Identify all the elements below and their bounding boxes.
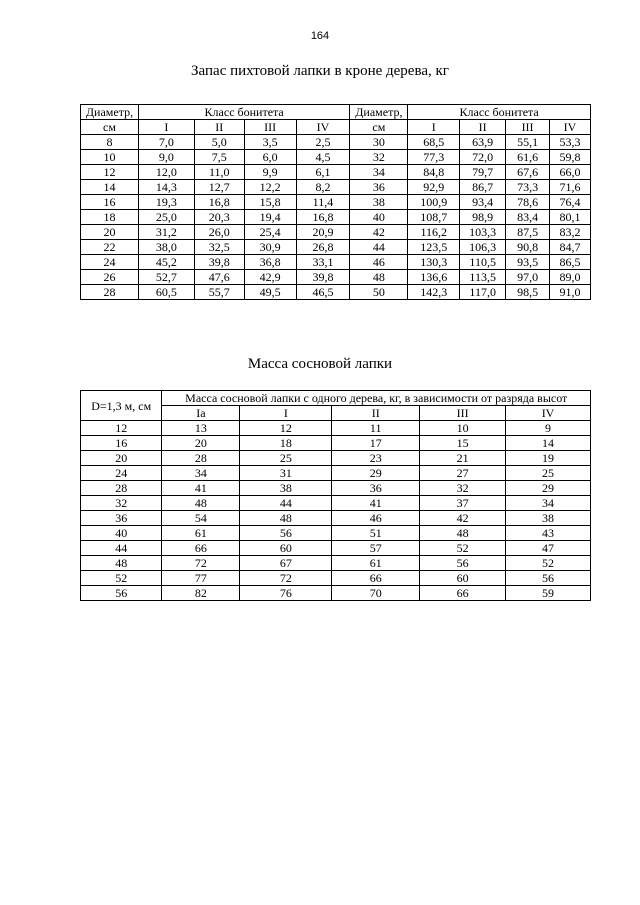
table-row (81, 541, 591, 556)
table-cell: 14 (81, 180, 139, 195)
table-cell: 44 (81, 541, 162, 556)
table-cell: 3,5 (244, 135, 296, 150)
table-cell: 21 (420, 451, 506, 466)
fir-branch-table (80, 104, 591, 300)
table-cell: 27 (420, 466, 506, 481)
table-cell: 12 (81, 165, 139, 180)
table-cell: 23 (332, 451, 420, 466)
table-cell: 97,0 (506, 270, 550, 285)
diameter-header: D=1,3 м, см (81, 391, 162, 421)
table-cell: 28 (162, 451, 240, 466)
table-cell: 33,1 (296, 255, 350, 270)
table-cell: 86,5 (550, 255, 591, 270)
table-cell: 72 (162, 556, 240, 571)
table-cell: 7,0 (138, 135, 194, 150)
table-cell: 56 (420, 556, 506, 571)
table-cell: 60 (420, 571, 506, 586)
table-cell: 60,5 (138, 285, 194, 300)
height-class-label: II (332, 406, 420, 421)
table-row (81, 571, 591, 586)
table-cell: 6,1 (296, 165, 350, 180)
table-cell: 32 (350, 150, 408, 165)
table-cell: 16 (81, 195, 139, 210)
diameter-header: Диаметр, (81, 105, 139, 120)
table-cell: 84,8 (408, 165, 460, 180)
table-cell: 57 (332, 541, 420, 556)
table-cell: 22 (81, 240, 139, 255)
table-cell: 4,5 (296, 150, 350, 165)
table-row (81, 240, 591, 255)
table-cell: 67,6 (506, 165, 550, 180)
table-cell: 110,5 (460, 255, 506, 270)
table-row (81, 135, 591, 150)
table-cell: 17 (332, 436, 420, 451)
table-cell: 50 (350, 285, 408, 300)
table-cell: 113,5 (460, 270, 506, 285)
table-cell: 25,0 (138, 210, 194, 225)
table-cell: 12 (81, 421, 162, 436)
table-cell: 72 (240, 571, 332, 586)
table-cell: 30,9 (244, 240, 296, 255)
table-cell: 142,3 (408, 285, 460, 300)
table-cell: 108,7 (408, 210, 460, 225)
table-cell: 40 (350, 210, 408, 225)
table-cell: 12,7 (194, 180, 244, 195)
table-cell: 31,2 (138, 225, 194, 240)
table-cell: 15 (420, 436, 506, 451)
table-cell: 47,6 (194, 270, 244, 285)
table-cell: 32 (81, 496, 162, 511)
table-cell: 18 (240, 436, 332, 451)
table-cell: 100,9 (408, 195, 460, 210)
table-cell: 11,4 (296, 195, 350, 210)
table-cell: 52,7 (138, 270, 194, 285)
table-cell: 67 (240, 556, 332, 571)
mass-header: Масса сосновой лапки с одного дерева, кг, в зависимости от разряда высот (162, 391, 591, 406)
table-cell: 53,3 (550, 135, 591, 150)
table-cell: 25 (240, 451, 332, 466)
table-cell: 28 (81, 285, 139, 300)
table-cell: 12 (240, 421, 332, 436)
table-cell: 117,0 (460, 285, 506, 300)
table-cell: 98,9 (460, 210, 506, 225)
table-cell: 8,2 (296, 180, 350, 195)
table-cell: 25 (506, 466, 591, 481)
table-cell: 55,7 (194, 285, 244, 300)
table-cell: 19 (506, 451, 591, 466)
table-cell: 20 (162, 436, 240, 451)
table-cell: 20 (81, 451, 162, 466)
table-cell: 48 (81, 556, 162, 571)
table-cell: 39,8 (296, 270, 350, 285)
table-cell: 93,4 (460, 195, 506, 210)
table-cell: 36 (332, 481, 420, 496)
table-cell: 54 (162, 511, 240, 526)
table-row (81, 436, 591, 451)
table-cell: 41 (332, 496, 420, 511)
table-cell: 92,9 (408, 180, 460, 195)
table-cell: 46 (350, 255, 408, 270)
table-cell: 36 (81, 511, 162, 526)
table-cell: 136,6 (408, 270, 460, 285)
table-cell: 56 (506, 571, 591, 586)
table-cell: 28 (81, 481, 162, 496)
table-cell: 34 (506, 496, 591, 511)
table2-title: Масса сосновой лапки (247, 356, 393, 372)
table-row (81, 511, 591, 526)
table-cell: 10 (420, 421, 506, 436)
diameter-unit: см (350, 120, 408, 135)
class-label: III (244, 120, 296, 135)
table-cell: 12,0 (138, 165, 194, 180)
table-row (81, 451, 591, 466)
table-cell: 48 (350, 270, 408, 285)
table-cell: 10 (81, 150, 139, 165)
table-cell: 87,5 (506, 225, 550, 240)
table-cell: 11,0 (194, 165, 244, 180)
table-cell: 61,6 (506, 150, 550, 165)
table-cell: 61 (332, 556, 420, 571)
table-cell: 56 (240, 526, 332, 541)
table-cell: 52 (506, 556, 591, 571)
table-cell: 36 (350, 180, 408, 195)
table-cell: 20 (81, 225, 139, 240)
table-cell: 103,3 (460, 225, 506, 240)
diameter-unit: см (81, 120, 139, 135)
table-cell: 66,0 (550, 165, 591, 180)
table-cell: 48 (162, 496, 240, 511)
table-cell: 20,9 (296, 225, 350, 240)
table-cell: 30 (350, 135, 408, 150)
table-cell: 16 (81, 436, 162, 451)
table-cell: 26,8 (296, 240, 350, 255)
table-cell: 38 (350, 195, 408, 210)
table-cell: 41 (162, 481, 240, 496)
table-row (81, 285, 591, 300)
class-header: Класс бонитета (408, 105, 591, 120)
table-cell: 15,8 (244, 195, 296, 210)
table-cell: 47 (506, 541, 591, 556)
table-row (81, 586, 591, 601)
table-cell: 55,1 (506, 135, 550, 150)
table-cell: 29 (506, 481, 591, 496)
table-cell: 59 (506, 586, 591, 601)
table-cell: 80,1 (550, 210, 591, 225)
table-cell: 32,5 (194, 240, 244, 255)
table-cell: 11 (332, 421, 420, 436)
class-label: I (408, 120, 460, 135)
table-cell: 9 (506, 421, 591, 436)
table-cell: 26 (81, 270, 139, 285)
table-cell: 86,7 (460, 180, 506, 195)
table-cell: 38 (506, 511, 591, 526)
table-row (81, 225, 591, 240)
table-cell: 42 (420, 511, 506, 526)
table-cell: 68,5 (408, 135, 460, 150)
class-label: III (506, 120, 550, 135)
table-cell: 40 (81, 526, 162, 541)
table-cell: 2,5 (296, 135, 350, 150)
table-cell: 18 (81, 210, 139, 225)
table-cell: 24 (81, 255, 139, 270)
height-class-label: III (420, 406, 506, 421)
table-cell: 78,6 (506, 195, 550, 210)
table-row (81, 255, 591, 270)
table-cell: 36,8 (244, 255, 296, 270)
table-cell: 19,4 (244, 210, 296, 225)
class-label: IV (550, 120, 591, 135)
table-cell: 49,5 (244, 285, 296, 300)
table-cell: 45,2 (138, 255, 194, 270)
table-row (81, 210, 591, 225)
table-row (81, 195, 591, 210)
table-cell: 91,0 (550, 285, 591, 300)
table-cell: 130,3 (408, 255, 460, 270)
table-cell: 83,2 (550, 225, 591, 240)
table-cell: 63,9 (460, 135, 506, 150)
table-cell: 29 (332, 466, 420, 481)
table-cell: 77,3 (408, 150, 460, 165)
table-row (81, 165, 591, 180)
table-cell: 39,8 (194, 255, 244, 270)
table-cell: 9,0 (138, 150, 194, 165)
table-cell: 32 (420, 481, 506, 496)
table-cell: 19,3 (138, 195, 194, 210)
table-cell: 43 (506, 526, 591, 541)
table-cell: 42 (350, 225, 408, 240)
height-class-label: I (240, 406, 332, 421)
table-cell: 93,5 (506, 255, 550, 270)
table-cell: 76,4 (550, 195, 591, 210)
table-cell: 79,7 (460, 165, 506, 180)
table-cell: 24 (81, 466, 162, 481)
table-cell: 61 (162, 526, 240, 541)
table-cell: 48 (420, 526, 506, 541)
table-cell: 16,8 (296, 210, 350, 225)
table-cell: 48 (240, 511, 332, 526)
table-cell: 60 (240, 541, 332, 556)
page-number: 164 (310, 30, 330, 42)
table-cell: 20,3 (194, 210, 244, 225)
diameter-header: Диаметр, (350, 105, 408, 120)
table-cell: 26,0 (194, 225, 244, 240)
table-cell: 72,0 (460, 150, 506, 165)
table-cell: 14 (506, 436, 591, 451)
height-class-label: Ia (162, 406, 240, 421)
table-cell: 56 (81, 586, 162, 601)
table-cell: 34 (162, 466, 240, 481)
table-cell: 116,2 (408, 225, 460, 240)
class-label: II (460, 120, 506, 135)
pine-branch-table (80, 390, 591, 601)
table-cell: 89,0 (550, 270, 591, 285)
table-cell: 66 (162, 541, 240, 556)
table-cell: 77 (162, 571, 240, 586)
table-cell: 25,4 (244, 225, 296, 240)
table-cell: 38,0 (138, 240, 194, 255)
table-cell: 46,5 (296, 285, 350, 300)
table-cell: 123,5 (408, 240, 460, 255)
table-cell: 70 (332, 586, 420, 601)
table-row (81, 421, 591, 436)
table-cell: 83,4 (506, 210, 550, 225)
table-cell: 13 (162, 421, 240, 436)
table-cell: 7,5 (194, 150, 244, 165)
table-cell: 98,5 (506, 285, 550, 300)
table-cell: 66 (420, 586, 506, 601)
table-cell: 12,2 (244, 180, 296, 195)
table-cell: 52 (420, 541, 506, 556)
table-cell: 59,8 (550, 150, 591, 165)
table-cell: 106,3 (460, 240, 506, 255)
table-row (81, 496, 591, 511)
table-cell: 84,7 (550, 240, 591, 255)
table-cell: 5,0 (194, 135, 244, 150)
table-cell: 38 (240, 481, 332, 496)
height-class-label: IV (506, 406, 591, 421)
table-cell: 52 (81, 571, 162, 586)
table-row (81, 150, 591, 165)
table-cell: 14,3 (138, 180, 194, 195)
table-cell: 31 (240, 466, 332, 481)
table-cell: 73,3 (506, 180, 550, 195)
table-row (81, 556, 591, 571)
table-cell: 46 (332, 511, 420, 526)
table-cell: 9,9 (244, 165, 296, 180)
table-cell: 42,9 (244, 270, 296, 285)
table1-title: Запас пихтовой лапки в кроне дерева, кг (191, 63, 449, 79)
table-cell: 44 (350, 240, 408, 255)
table-row (81, 270, 591, 285)
table-cell: 34 (350, 165, 408, 180)
table-cell: 8 (81, 135, 139, 150)
table-row (81, 481, 591, 496)
class-header: Класс бонитета (138, 105, 349, 120)
class-label: I (138, 120, 194, 135)
class-label: IV (296, 120, 350, 135)
table-cell: 16,8 (194, 195, 244, 210)
table-row (81, 466, 591, 481)
table-cell: 90,8 (506, 240, 550, 255)
table-cell: 66 (332, 571, 420, 586)
table-row (81, 526, 591, 541)
table-cell: 71,6 (550, 180, 591, 195)
table-cell: 37 (420, 496, 506, 511)
table-cell: 44 (240, 496, 332, 511)
class-label: II (194, 120, 244, 135)
table-cell: 51 (332, 526, 420, 541)
table-cell: 76 (240, 586, 332, 601)
table-cell: 6,0 (244, 150, 296, 165)
table-row (81, 180, 591, 195)
table-cell: 82 (162, 586, 240, 601)
